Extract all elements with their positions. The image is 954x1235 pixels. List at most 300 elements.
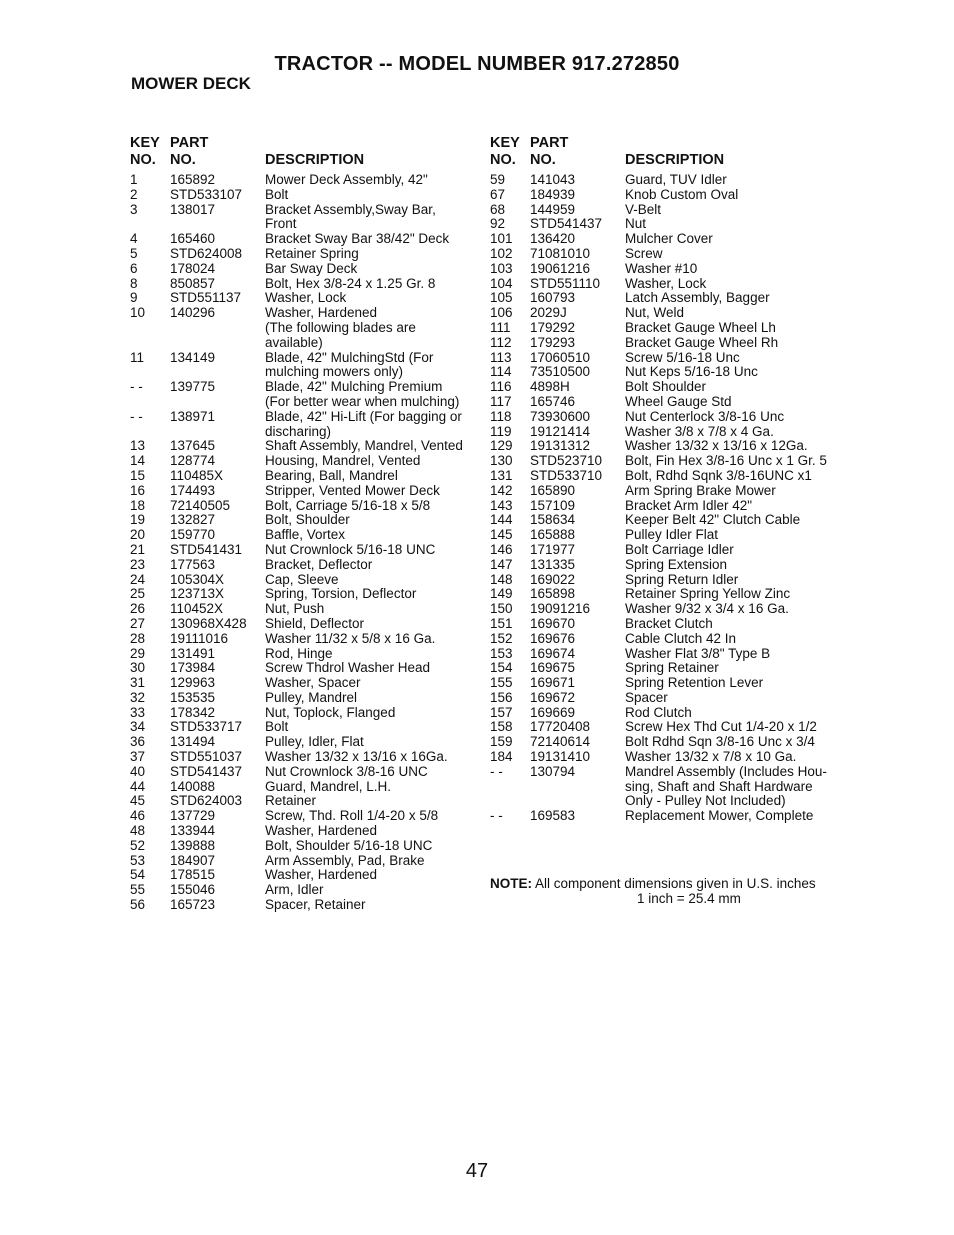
part-no: 155046 bbox=[170, 882, 216, 898]
table-row bbox=[130, 587, 475, 602]
description: Knob Custom Oval bbox=[625, 186, 739, 202]
key-no: 8 bbox=[130, 275, 138, 291]
table-row bbox=[490, 321, 840, 336]
key-no: 147 bbox=[490, 556, 513, 572]
description: Nut, Toplock, Flanged bbox=[265, 704, 396, 720]
key-no: 10 bbox=[130, 305, 146, 321]
part-no: 19131410 bbox=[530, 749, 591, 765]
description: Bracket Gauge Wheel Lh bbox=[625, 319, 776, 335]
key-no: 151 bbox=[490, 615, 513, 631]
part-no: STD541431 bbox=[170, 541, 243, 557]
key-no: 156 bbox=[490, 689, 513, 705]
part-no: 171977 bbox=[530, 541, 576, 557]
description: Bolt bbox=[265, 186, 289, 202]
key-no: 68 bbox=[490, 201, 506, 217]
part-no: 129963 bbox=[170, 675, 216, 691]
key-no: 1 bbox=[130, 172, 138, 187]
description: Washer 13/32 x 13/16 x 16Ga. bbox=[265, 749, 448, 765]
description: Screw Hex Thd Cut 1/4-20 x 1/2 bbox=[625, 719, 817, 735]
part-no: STD551110 bbox=[530, 275, 601, 291]
description: Blade, 42" Hi-Lift (For bagging or discharing) bbox=[265, 408, 462, 439]
part-no: 165746 bbox=[530, 393, 576, 409]
table-row bbox=[490, 410, 840, 425]
description: Washer 11/32 x 5/8 x 16 Ga. bbox=[265, 630, 436, 646]
part-no: STD624003 bbox=[170, 793, 243, 809]
part-no: 165888 bbox=[530, 527, 576, 543]
part-no: 178342 bbox=[170, 704, 216, 720]
description: Mandrel Assembly (Includes Hou- sing, Shaft and Shaft Hardware Only - Pulley Not Included) bbox=[625, 763, 827, 809]
key-no: 117 bbox=[490, 393, 512, 409]
description: Blade, 42" Mulching Premium (For better wear when mulching) bbox=[265, 379, 460, 409]
table-row bbox=[490, 676, 840, 691]
description: Cap, Sleeve bbox=[265, 571, 339, 587]
part-no: 19131312 bbox=[530, 438, 591, 454]
part-no: 165892 bbox=[170, 172, 216, 187]
description: Screw 5/16-18 Unc bbox=[625, 349, 740, 365]
key-no: 102 bbox=[490, 245, 513, 261]
table-row bbox=[490, 691, 840, 706]
key-no: 37 bbox=[130, 749, 146, 765]
table-row bbox=[130, 676, 475, 691]
description: Nut Centerlock 3/8-16 Unc bbox=[625, 408, 785, 424]
part-no: 169676 bbox=[530, 630, 576, 646]
part-no: 2029J bbox=[530, 305, 567, 321]
description: Nut, Push bbox=[265, 601, 325, 617]
key-no: 15 bbox=[130, 467, 146, 483]
part-no: 177563 bbox=[170, 556, 216, 572]
table-row bbox=[130, 809, 475, 824]
table-row bbox=[130, 277, 475, 292]
key-no: 31 bbox=[130, 675, 146, 691]
dimension-note bbox=[490, 876, 816, 906]
key-no: 27 bbox=[130, 615, 146, 631]
table-row bbox=[130, 262, 475, 277]
description: Spring Extension bbox=[625, 556, 728, 572]
part-no: 850857 bbox=[170, 275, 216, 291]
table-row bbox=[130, 188, 475, 203]
page-number: 47 bbox=[465, 1160, 489, 1182]
description: Washer, Hardened bbox=[265, 867, 378, 883]
table-row bbox=[490, 173, 840, 188]
key-no: - - bbox=[490, 763, 503, 779]
part-no: 105304X bbox=[170, 571, 225, 587]
description: Stripper, Vented Mower Deck bbox=[265, 482, 440, 498]
part-no: 19061216 bbox=[530, 260, 591, 276]
table-row bbox=[130, 232, 475, 247]
part-no: 130968X428 bbox=[170, 615, 247, 631]
key-no: 157 bbox=[490, 704, 513, 720]
table-row bbox=[130, 632, 475, 647]
key-no: 184 bbox=[490, 749, 513, 765]
description: Spring Retainer bbox=[625, 660, 719, 676]
description: Spacer, Retainer bbox=[265, 897, 366, 913]
description: Washer #10 bbox=[625, 260, 698, 276]
key-no: 146 bbox=[490, 541, 513, 557]
table-row bbox=[490, 513, 840, 528]
table-row bbox=[130, 499, 475, 514]
key-no: 55 bbox=[130, 882, 146, 898]
part-no: 128774 bbox=[170, 453, 216, 469]
description: Washer 3/8 x 7/8 x 4 Ga. bbox=[625, 423, 774, 439]
description: Cable Clutch 42 In bbox=[625, 630, 737, 646]
part-no: 169671 bbox=[530, 675, 576, 691]
key-no: 153 bbox=[490, 645, 513, 661]
table-row bbox=[490, 351, 840, 366]
table-row bbox=[130, 735, 475, 750]
part-no: 174493 bbox=[170, 482, 216, 498]
description: Shield, Deflector bbox=[265, 615, 365, 631]
key-no: 59 bbox=[490, 172, 506, 187]
section-title: MOWER DECK bbox=[131, 74, 251, 93]
key-no: 14 bbox=[130, 453, 146, 469]
column-header bbox=[130, 135, 475, 173]
table-row bbox=[490, 217, 840, 232]
key-no: 131 bbox=[490, 467, 513, 483]
table-row bbox=[130, 647, 475, 662]
key-no: 142 bbox=[490, 482, 513, 498]
description: Bolt, Shoulder 5/16-18 UNC bbox=[265, 837, 433, 853]
key-no: 145 bbox=[490, 527, 513, 543]
table-row bbox=[490, 262, 840, 277]
key-no: 116 bbox=[490, 379, 512, 395]
table-row bbox=[490, 365, 840, 380]
key-no: 20 bbox=[130, 527, 146, 543]
description: Spring Retention Lever bbox=[625, 675, 764, 691]
part-no: 169674 bbox=[530, 645, 576, 661]
part-no: 169675 bbox=[530, 660, 576, 676]
table-row bbox=[130, 691, 475, 706]
description: Bearing, Ball, Mandrel bbox=[265, 467, 398, 483]
table-row bbox=[130, 720, 475, 735]
description: Washer, Lock bbox=[265, 290, 347, 306]
description: Guard, Mandrel, L.H. bbox=[265, 778, 392, 794]
key-no: 104 bbox=[490, 275, 513, 291]
description-header: DESCRIPTION bbox=[625, 152, 725, 168]
part-no: 110485X bbox=[170, 467, 224, 483]
part-no: 133944 bbox=[170, 823, 216, 839]
part-no: 17060510 bbox=[530, 349, 591, 365]
description: Bolt, Hex 3/8-24 x 1.25 Gr. 8 bbox=[265, 275, 436, 291]
description: Screw, Thd. Roll 1/4-20 x 5/8 bbox=[265, 808, 439, 824]
part-header-line2: NO. bbox=[170, 152, 196, 168]
key-no: 11 bbox=[130, 349, 145, 365]
part-no: 165890 bbox=[530, 482, 576, 498]
key-no: 159 bbox=[490, 734, 513, 750]
key-no: 13 bbox=[130, 438, 146, 454]
table-row bbox=[490, 735, 840, 750]
key-no: 152 bbox=[490, 630, 513, 646]
part-no: 158634 bbox=[530, 512, 576, 528]
key-no: 111 bbox=[490, 319, 511, 335]
table-row bbox=[490, 439, 840, 454]
table-row bbox=[490, 499, 840, 514]
table-row bbox=[490, 632, 840, 647]
description: Spacer bbox=[625, 689, 668, 705]
table-row bbox=[490, 558, 840, 573]
table-row bbox=[490, 188, 840, 203]
part-no: 179293 bbox=[530, 334, 576, 350]
key-no: 25 bbox=[130, 586, 146, 602]
key-no: 32 bbox=[130, 689, 146, 705]
part-no: 139888 bbox=[170, 837, 216, 853]
part-no: 165460 bbox=[170, 231, 216, 247]
description: Pulley, Idler, Flat bbox=[265, 734, 364, 750]
key-no: 67 bbox=[490, 186, 506, 202]
table-row bbox=[130, 469, 475, 484]
description: Wheel Gauge Std bbox=[625, 393, 732, 409]
key-no: - - bbox=[490, 808, 503, 824]
key-no: 28 bbox=[130, 630, 146, 646]
table-row bbox=[130, 454, 475, 469]
part-no: 140088 bbox=[170, 778, 216, 794]
part-no: 184907 bbox=[170, 852, 216, 868]
description: Bracket Sway Bar 38/42" Deck bbox=[265, 231, 450, 247]
key-no: 46 bbox=[130, 808, 146, 824]
description: Bolt, Shoulder bbox=[265, 512, 350, 528]
key-no: 26 bbox=[130, 601, 146, 617]
description: Washer 9/32 x 3/4 x 16 Ga. bbox=[625, 601, 789, 617]
key-no: 54 bbox=[130, 867, 146, 883]
table-row bbox=[490, 469, 840, 484]
key-no: 118 bbox=[490, 408, 512, 424]
description: Pulley, Mandrel bbox=[265, 689, 358, 705]
column-header bbox=[490, 135, 840, 173]
table-row bbox=[130, 410, 475, 440]
key-header-line2: NO. bbox=[490, 152, 516, 168]
description: Nut Keps 5/16-18 Unc bbox=[625, 364, 758, 380]
part-no: STD624008 bbox=[170, 245, 243, 261]
description: Guard, TUV Idler bbox=[625, 172, 727, 187]
part-no: 144959 bbox=[530, 201, 576, 217]
table-row bbox=[490, 661, 840, 676]
key-no: 158 bbox=[490, 719, 513, 735]
description: Nut, Weld bbox=[625, 305, 685, 321]
key-no: 16 bbox=[130, 482, 146, 498]
part-no: 184939 bbox=[530, 186, 576, 202]
part-no: 131494 bbox=[170, 734, 216, 750]
description: Arm, Idler bbox=[265, 882, 324, 898]
key-no: 40 bbox=[130, 763, 146, 779]
description: Pulley Idler Flat bbox=[625, 527, 719, 543]
description: Washer, Lock bbox=[625, 275, 707, 291]
description: Bar Sway Deck bbox=[265, 260, 358, 276]
key-no: 154 bbox=[490, 660, 513, 676]
table-row bbox=[130, 602, 475, 617]
table-row bbox=[130, 513, 475, 528]
table-row bbox=[490, 809, 840, 824]
table-row bbox=[130, 794, 475, 809]
description: Bolt Shoulder bbox=[625, 379, 707, 395]
table-row bbox=[490, 425, 840, 440]
table-row bbox=[130, 868, 475, 883]
part-no: 138971 bbox=[170, 408, 216, 424]
key-no: 9 bbox=[130, 290, 138, 306]
table-row bbox=[490, 232, 840, 247]
parts-list-left bbox=[130, 173, 475, 913]
table-row bbox=[130, 573, 475, 588]
table-row bbox=[130, 484, 475, 499]
part-no: 169670 bbox=[530, 615, 576, 631]
part-no: 160793 bbox=[530, 290, 576, 306]
part-no: 165898 bbox=[530, 586, 576, 602]
table-row bbox=[130, 839, 475, 854]
table-row bbox=[490, 720, 840, 735]
description: Housing, Mandrel, Vented bbox=[265, 453, 421, 469]
description: Bracket Gauge Wheel Rh bbox=[625, 334, 779, 350]
table-row bbox=[490, 203, 840, 218]
part-no: 137729 bbox=[170, 808, 216, 824]
key-no: 21 bbox=[130, 541, 146, 557]
key-no: 101 bbox=[490, 231, 513, 247]
key-no: 29 bbox=[130, 645, 146, 661]
description: Washer, Hardened bbox=[265, 823, 378, 839]
key-no: 112 bbox=[490, 334, 512, 350]
description: Rod, Hinge bbox=[265, 645, 333, 661]
part-no: 19111016 bbox=[170, 630, 229, 646]
part-no: STD533717 bbox=[170, 719, 243, 735]
table-row bbox=[490, 291, 840, 306]
description: Bracket, Deflector bbox=[265, 556, 373, 572]
description-header: DESCRIPTION bbox=[265, 152, 365, 168]
key-no: 44 bbox=[130, 778, 146, 794]
description: Washer 13/32 x 7/8 x 10 Ga. bbox=[625, 749, 797, 765]
part-no: 134149 bbox=[170, 349, 216, 365]
description: Bracket Clutch bbox=[625, 615, 713, 631]
table-row bbox=[130, 706, 475, 721]
key-no: 148 bbox=[490, 571, 513, 587]
part-no: 132827 bbox=[170, 512, 216, 528]
part-no: 169672 bbox=[530, 689, 576, 705]
description: Latch Assembly, Bagger bbox=[625, 290, 770, 306]
table-row bbox=[490, 647, 840, 662]
description: Replacement Mower, Complete bbox=[625, 808, 814, 824]
description: Washer, Spacer bbox=[265, 675, 361, 691]
description: Retainer bbox=[265, 793, 317, 809]
description: Bracket Arm Idler 42" bbox=[625, 497, 753, 513]
key-no: 48 bbox=[130, 823, 146, 839]
part-no: 17720408 bbox=[530, 719, 591, 735]
description: Bolt, Rdhd Sqnk 3/8-16UNC x1 bbox=[625, 467, 812, 483]
table-row bbox=[130, 439, 475, 454]
table-row bbox=[490, 277, 840, 292]
part-no: 72140505 bbox=[170, 497, 231, 513]
key-no: 53 bbox=[130, 852, 146, 868]
description: Bolt bbox=[265, 719, 289, 735]
key-header-line2: NO. bbox=[130, 152, 156, 168]
table-row bbox=[130, 750, 475, 765]
table-row bbox=[490, 528, 840, 543]
part-no: STD533107 bbox=[170, 186, 243, 202]
key-no: 129 bbox=[490, 438, 513, 454]
table-row bbox=[490, 765, 840, 809]
table-row bbox=[490, 395, 840, 410]
table-row bbox=[490, 484, 840, 499]
key-no: 4 bbox=[130, 231, 138, 247]
key-header-line1: KEY bbox=[490, 135, 520, 151]
table-row bbox=[490, 247, 840, 262]
table-row bbox=[130, 824, 475, 839]
table-row bbox=[130, 765, 475, 780]
part-no: 169583 bbox=[530, 808, 576, 824]
part-no: 123713X bbox=[170, 586, 225, 602]
key-no: 24 bbox=[130, 571, 146, 587]
description: Spring Return Idler bbox=[625, 571, 739, 587]
key-no: 119 bbox=[490, 423, 512, 439]
table-row bbox=[490, 573, 840, 588]
part-no: STD551037 bbox=[170, 749, 243, 765]
part-no: 159770 bbox=[170, 527, 216, 543]
description: Bracket Assembly,Sway Bar, Front bbox=[265, 201, 436, 232]
part-no: 178515 bbox=[170, 867, 216, 883]
key-no: 30 bbox=[130, 660, 146, 676]
part-no: 72140614 bbox=[530, 734, 591, 750]
table-row bbox=[490, 543, 840, 558]
description: Retainer Spring Yellow Zinc bbox=[625, 586, 791, 602]
key-no: 52 bbox=[130, 837, 146, 853]
table-row bbox=[130, 351, 475, 381]
table-row bbox=[490, 306, 840, 321]
table-row bbox=[490, 454, 840, 469]
part-header-line1: PART bbox=[170, 135, 209, 151]
key-no: 18 bbox=[130, 497, 146, 513]
key-no: 34 bbox=[130, 719, 146, 735]
part-no: 19121414 bbox=[530, 423, 591, 439]
description: Blade, 42" MulchingStd (For mulching mowers only) bbox=[265, 349, 434, 380]
part-no: 19091216 bbox=[530, 601, 591, 617]
part-no: 73930600 bbox=[530, 408, 591, 424]
description: Nut Crownlock 5/16-18 UNC bbox=[265, 541, 436, 557]
table-row bbox=[490, 587, 840, 602]
part-no: 131335 bbox=[530, 556, 576, 572]
part-no: STD533710 bbox=[530, 467, 603, 483]
table-row bbox=[130, 898, 475, 913]
key-no: 2 bbox=[130, 186, 138, 202]
description: V-Belt bbox=[625, 201, 662, 217]
part-no: 173984 bbox=[170, 660, 216, 676]
description: Washer, Hardened (The following blades are available) bbox=[265, 305, 416, 350]
part-no: 138017 bbox=[170, 201, 216, 217]
note-label: NOTE: bbox=[490, 876, 532, 891]
description: Bolt Rdhd Sqn 3/8-16 Unc x 3/4 bbox=[625, 734, 815, 750]
description: Arm Spring Brake Mower bbox=[625, 482, 776, 498]
description: Retainer Spring bbox=[265, 245, 359, 261]
table-row bbox=[130, 247, 475, 262]
key-no: 150 bbox=[490, 601, 513, 617]
part-no: 71081010 bbox=[530, 245, 591, 261]
description: Nut bbox=[625, 216, 647, 232]
parts-column-left bbox=[130, 135, 475, 913]
key-no: 6 bbox=[130, 260, 138, 276]
key-no: 106 bbox=[490, 305, 513, 321]
part-no: 140296 bbox=[170, 305, 216, 321]
part-no: 178024 bbox=[170, 260, 216, 276]
part-no: 130794 bbox=[530, 763, 576, 779]
part-no: 179292 bbox=[530, 319, 576, 335]
table-row bbox=[130, 661, 475, 676]
key-no: 144 bbox=[490, 512, 513, 528]
description: Shaft Assembly, Mandrel, Vented bbox=[265, 438, 463, 454]
key-no: 103 bbox=[490, 260, 513, 276]
table-row bbox=[490, 617, 840, 632]
key-no: 149 bbox=[490, 586, 513, 602]
key-no: 36 bbox=[130, 734, 146, 750]
table-row bbox=[130, 617, 475, 632]
description: Screw Thdrol Washer Head bbox=[265, 660, 431, 676]
part-no: STD523710 bbox=[530, 453, 603, 469]
part-no: 169022 bbox=[530, 571, 576, 587]
description: Bolt, Fin Hex 3/8-16 Unc x 1 Gr. 5 bbox=[625, 453, 827, 469]
key-no: 3 bbox=[130, 201, 138, 217]
